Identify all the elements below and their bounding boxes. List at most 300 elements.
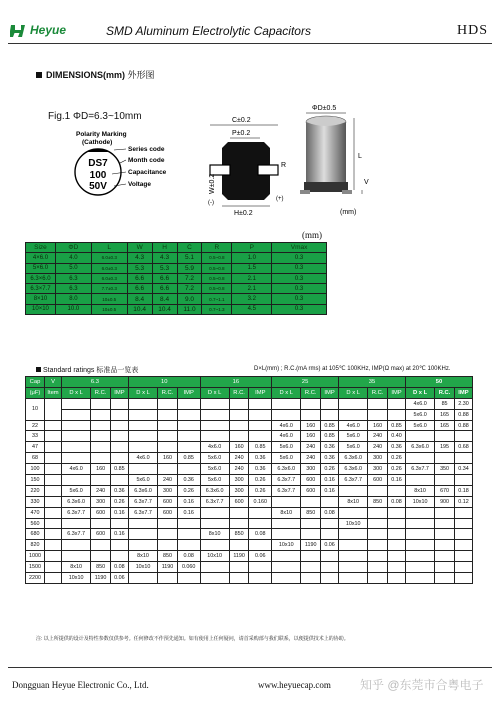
- rating-cell: [249, 562, 272, 573]
- dim-cell: 11.0: [177, 304, 202, 314]
- item-cell: [45, 431, 62, 442]
- ratings-row: [26, 540, 473, 551]
- rating-cell: [177, 529, 200, 540]
- rating-cell: [110, 551, 128, 562]
- rating-cell: 300: [368, 464, 388, 475]
- rating-cell: [272, 398, 301, 409]
- ratings-row: [26, 409, 473, 420]
- rating-cell: [62, 442, 91, 453]
- polarity-subtitle: (Cathode): [82, 139, 113, 146]
- rating-cell: [62, 540, 91, 551]
- rating-cell: [368, 562, 388, 573]
- rating-cell: 0.16: [177, 496, 200, 507]
- rating-cell: [301, 551, 321, 562]
- rating-cell: [62, 453, 91, 464]
- ratings-row: [26, 529, 473, 540]
- rating-cell: 4x6.0: [200, 442, 229, 453]
- rating-cell: 8x10: [405, 485, 434, 496]
- rating-cell: [454, 453, 472, 464]
- rating-cell: [62, 431, 91, 442]
- rating-cell: [62, 518, 91, 529]
- dim-cell: 0.7~1.3: [202, 304, 232, 314]
- rating-cell: [321, 518, 339, 529]
- cap-value: 150: [26, 475, 45, 486]
- sub-header: R.C.: [229, 387, 249, 398]
- dim-cell: 0.5~0.8: [202, 284, 232, 294]
- rating-cell: [435, 518, 455, 529]
- rating-cell: 600: [301, 485, 321, 496]
- rating-cell: [301, 398, 321, 409]
- rating-cell: 165: [435, 409, 455, 420]
- rating-cell: [388, 562, 406, 573]
- rating-cell: [368, 409, 388, 420]
- rating-cell: [91, 409, 111, 420]
- dim-header-cell: P: [232, 243, 272, 253]
- dim-header-cell: R: [202, 243, 232, 253]
- item-cell: [45, 398, 62, 420]
- cap-value: 47: [26, 442, 45, 453]
- rating-cell: 0.08: [110, 562, 128, 573]
- dim-header-row: [26, 243, 327, 253]
- svg-text:L: L: [358, 153, 362, 160]
- rating-cell: [110, 518, 128, 529]
- rating-cell: 6.3x6.0: [339, 453, 368, 464]
- dim-cell: 6.3: [55, 273, 91, 283]
- rating-cell: 0.06: [110, 573, 128, 584]
- rating-cell: 0.36: [177, 475, 200, 486]
- ratings-row: [26, 464, 473, 475]
- rating-cell: [128, 540, 157, 551]
- rating-cell: [321, 562, 339, 573]
- cap-value: 22: [26, 420, 45, 431]
- rating-cell: [62, 420, 91, 431]
- dim-cell: 6.0±0.3: [91, 263, 127, 273]
- polarity-title: Polarity Marking: [76, 131, 127, 138]
- cap-value: 560: [26, 518, 45, 529]
- rating-cell: 5x6.0: [339, 431, 368, 442]
- rating-cell: 5x6.0: [272, 453, 301, 464]
- rating-cell: 5x6.0: [405, 420, 434, 431]
- rating-cell: [368, 507, 388, 518]
- ratings-row: [26, 398, 473, 409]
- rating-cell: 0.36: [388, 442, 406, 453]
- rating-cell: 4x6.0: [272, 420, 301, 431]
- svg-text:V: V: [364, 179, 369, 186]
- v-header: V: [45, 377, 62, 388]
- rating-cell: 0.16: [321, 475, 339, 486]
- rating-cell: 0.26: [249, 475, 272, 486]
- rating-cell: [200, 420, 229, 431]
- rating-cell: [128, 420, 157, 431]
- watermark: 知乎 @东莞市合粤电子: [360, 678, 484, 692]
- dimension-table: [25, 242, 327, 315]
- rating-cell: 0.26: [321, 464, 339, 475]
- rating-cell: 4x6.0: [128, 453, 157, 464]
- rating-cell: [339, 398, 368, 409]
- rating-cell: [454, 431, 472, 442]
- rating-cell: 10x10: [200, 551, 229, 562]
- rating-cell: 350: [435, 464, 455, 475]
- ratings-row: [26, 431, 473, 442]
- dim-cell: 5.9: [177, 263, 202, 273]
- rating-cell: 850: [229, 529, 249, 540]
- rating-cell: 0.88: [454, 420, 472, 431]
- rating-cell: 5x6.0: [200, 464, 229, 475]
- rating-cell: [388, 485, 406, 496]
- svg-text:W±0.2: W±0.2: [209, 173, 216, 194]
- rating-cell: 10x10: [128, 562, 157, 573]
- dim-cell: 8.4: [127, 294, 152, 304]
- rating-cell: [301, 496, 321, 507]
- rating-cell: 0.26: [388, 464, 406, 475]
- rating-cell: 160: [158, 453, 178, 464]
- item-cell: [45, 420, 62, 431]
- rating-cell: [321, 409, 339, 420]
- dim-row: [26, 253, 327, 263]
- rating-cell: 6.3x7.7: [128, 507, 157, 518]
- rating-cell: 0.26: [177, 485, 200, 496]
- rating-cell: 1190: [301, 540, 321, 551]
- rating-cell: 5x6.0: [62, 485, 91, 496]
- rating-cell: [158, 529, 178, 540]
- rating-cell: [91, 420, 111, 431]
- footer-website[interactable]: www.heyuecap.com: [258, 680, 331, 690]
- footer-rule: [8, 667, 492, 668]
- dim-row: [26, 304, 327, 314]
- item-cell: [45, 496, 62, 507]
- dim-cell: 6.6: [152, 273, 177, 283]
- rating-cell: [200, 518, 229, 529]
- sub-header: D x L: [200, 387, 229, 398]
- rating-cell: 6.3x7.7: [62, 507, 91, 518]
- dim-header-cell: Size: [26, 243, 56, 253]
- rating-cell: [229, 409, 249, 420]
- cap-value: 330: [26, 496, 45, 507]
- dim-header-cell: C: [177, 243, 202, 253]
- rating-cell: 850: [158, 551, 178, 562]
- cap-value: 33: [26, 431, 45, 442]
- dim-header-cell: Vmax: [272, 243, 327, 253]
- rating-cell: [301, 518, 321, 529]
- rating-cell: [435, 562, 455, 573]
- rating-cell: [128, 529, 157, 540]
- dim-cell: 0.7~1.1: [202, 294, 232, 304]
- rating-cell: [321, 551, 339, 562]
- dim-cell: 3.2: [232, 294, 272, 304]
- dim-cell: 6.3: [55, 284, 91, 294]
- sub-header: D x L: [62, 387, 91, 398]
- rating-cell: [339, 485, 368, 496]
- rating-cell: 850: [301, 507, 321, 518]
- dim-cell: 7.2: [177, 284, 202, 294]
- cap-value: 470: [26, 507, 45, 518]
- rating-cell: 195: [435, 442, 455, 453]
- rating-cell: [128, 398, 157, 409]
- ratings-row: [26, 496, 473, 507]
- rating-cell: [339, 573, 368, 584]
- dim-cell: 10±0.5: [91, 294, 127, 304]
- rating-cell: [158, 409, 178, 420]
- rating-cell: [454, 529, 472, 540]
- rating-cell: 8x10: [62, 562, 91, 573]
- rating-cell: [435, 551, 455, 562]
- rating-cell: [158, 540, 178, 551]
- dim-cell: 6.3×7.7: [26, 284, 56, 294]
- rating-cell: 850: [368, 496, 388, 507]
- ratings-row: [26, 518, 473, 529]
- ratings-row: [26, 551, 473, 562]
- rating-cell: [249, 409, 272, 420]
- ratings-voltage-row: [26, 377, 473, 388]
- sub-header: IMP: [454, 387, 472, 398]
- svg-text:(-): (-): [208, 200, 214, 206]
- rating-cell: [200, 409, 229, 420]
- uf-header: (μF): [26, 387, 45, 398]
- rating-cell: [158, 464, 178, 475]
- callout-voltage: Voltage: [128, 181, 151, 188]
- rating-cell: 300: [368, 453, 388, 464]
- rating-cell: [454, 573, 472, 584]
- dim-header-cell: W: [127, 243, 152, 253]
- rating-cell: 5x6.0: [200, 453, 229, 464]
- rating-cell: [110, 420, 128, 431]
- rating-cell: [339, 507, 368, 518]
- rating-cell: [272, 551, 301, 562]
- sub-header: D x L: [272, 387, 301, 398]
- rating-cell: 10x10: [339, 518, 368, 529]
- rating-cell: 0.16: [321, 485, 339, 496]
- rating-cell: 850: [91, 562, 111, 573]
- dim-header-cell: H: [152, 243, 177, 253]
- rating-cell: [405, 431, 434, 442]
- dim-cell: 4.3: [152, 253, 177, 263]
- heyue-logo-icon: [10, 22, 28, 40]
- bullet-square-icon: [36, 367, 41, 372]
- rating-cell: [435, 431, 455, 442]
- ratings-row: [26, 420, 473, 431]
- rating-cell: 4x6.0: [62, 464, 91, 475]
- dim-cell: 10.4: [152, 304, 177, 314]
- rating-cell: [272, 409, 301, 420]
- dim-cell: 5.3: [152, 263, 177, 273]
- rating-cell: 0.06: [249, 551, 272, 562]
- sub-header: D x L: [128, 387, 157, 398]
- rating-cell: 1190: [229, 551, 249, 562]
- rating-cell: 600: [91, 507, 111, 518]
- rating-cell: 10x10: [62, 573, 91, 584]
- rating-cell: [301, 409, 321, 420]
- rating-cell: [339, 540, 368, 551]
- rating-cell: 300: [158, 485, 178, 496]
- dim-header-cell: L: [91, 243, 127, 253]
- rating-cell: 240: [368, 442, 388, 453]
- rating-cell: 6.3x6.0: [405, 442, 434, 453]
- ratings-title: Standard ratings 标准品一览表: [36, 365, 138, 375]
- item-cell: [45, 464, 62, 475]
- svg-text:ΦD±0.5: ΦD±0.5: [312, 105, 337, 112]
- callout-month: Month code: [128, 157, 165, 164]
- rating-cell: [110, 442, 128, 453]
- rating-cell: 240: [301, 453, 321, 464]
- rating-cell: [249, 431, 272, 442]
- rating-cell: [229, 573, 249, 584]
- voltage-header: 35: [339, 377, 406, 388]
- rating-cell: [405, 562, 434, 573]
- rating-cell: [435, 475, 455, 486]
- rating-cell: 6.3x6.0: [200, 485, 229, 496]
- dim-cell: 2.1: [232, 284, 272, 294]
- top-view-diagram: [208, 112, 288, 222]
- dim-cell: 10.0: [55, 304, 91, 314]
- rating-cell: [177, 420, 200, 431]
- rating-cell: [128, 431, 157, 442]
- rating-cell: [388, 409, 406, 420]
- cap-header: Cap: [26, 377, 45, 388]
- rating-cell: 300: [229, 475, 249, 486]
- rating-cell: [200, 507, 229, 518]
- dim-cell: 6.6: [127, 284, 152, 294]
- rating-cell: [177, 442, 200, 453]
- rating-cell: 670: [435, 485, 455, 496]
- rating-cell: 600: [158, 496, 178, 507]
- sub-header: IMP: [249, 387, 272, 398]
- rating-cell: 0.08: [249, 529, 272, 540]
- header-rule: [8, 43, 492, 44]
- rating-cell: [454, 475, 472, 486]
- rating-cell: [200, 398, 229, 409]
- rating-cell: [435, 540, 455, 551]
- item-cell: [45, 507, 62, 518]
- item-cell: [45, 551, 62, 562]
- rating-cell: 0.16: [177, 507, 200, 518]
- rating-cell: [128, 409, 157, 420]
- rating-cell: 240: [158, 475, 178, 486]
- rating-cell: [177, 431, 200, 442]
- rating-cell: [62, 551, 91, 562]
- rating-cell: [272, 573, 301, 584]
- cap-value: 1000: [26, 551, 45, 562]
- section-title: DIMENSIONS(mm) 外形图: [36, 68, 155, 81]
- rating-cell: 5x6.0: [200, 475, 229, 486]
- rating-cell: [110, 540, 128, 551]
- rating-cell: [272, 496, 301, 507]
- rating-cell: [272, 518, 301, 529]
- dim-cell: 10±0.5: [91, 304, 127, 314]
- sub-header: R.C.: [91, 387, 111, 398]
- rating-cell: [249, 573, 272, 584]
- rating-cell: [62, 475, 91, 486]
- dim-row: [26, 294, 327, 304]
- rating-cell: 6.3x7.7: [128, 496, 157, 507]
- rating-cell: 6.3x7.7: [272, 475, 301, 486]
- rating-cell: 0.34: [454, 464, 472, 475]
- rating-cell: [110, 431, 128, 442]
- rating-cell: 165: [435, 420, 455, 431]
- rating-cell: 600: [91, 529, 111, 540]
- sub-header: R.C.: [301, 387, 321, 398]
- rating-cell: [158, 398, 178, 409]
- rating-cell: [405, 529, 434, 540]
- rating-cell: 85: [435, 398, 455, 409]
- rating-cell: 4x6.0: [405, 398, 434, 409]
- rating-cell: 0.36: [321, 442, 339, 453]
- cap-value: 10: [26, 398, 45, 420]
- dim-cell: 0.5~0.8: [202, 253, 232, 263]
- rating-cell: [388, 518, 406, 529]
- cap-value: 1500: [26, 562, 45, 573]
- rating-cell: [249, 420, 272, 431]
- rating-cell: [62, 409, 91, 420]
- rating-cell: [177, 573, 200, 584]
- dim-cell: 0.3: [272, 263, 327, 273]
- rating-cell: [229, 540, 249, 551]
- rating-cell: [321, 496, 339, 507]
- rating-cell: 1190: [91, 573, 111, 584]
- rating-cell: [110, 409, 128, 420]
- rating-cell: 0.08: [388, 496, 406, 507]
- dim-cell: 0.3: [272, 253, 327, 263]
- rating-cell: [229, 398, 249, 409]
- rating-cell: [405, 540, 434, 551]
- dim-cell: 4×6.0: [26, 253, 56, 263]
- voltage-header: 16: [200, 377, 272, 388]
- sub-header: R.C.: [368, 387, 388, 398]
- dim-cell: 5.1: [177, 253, 202, 263]
- voltage-header: 6.3: [62, 377, 129, 388]
- rating-cell: [368, 485, 388, 496]
- cap-value: 100: [26, 464, 45, 475]
- item-cell: [45, 453, 62, 464]
- rating-cell: 240: [229, 464, 249, 475]
- rating-cell: [321, 529, 339, 540]
- dim-cell: 4.5: [232, 304, 272, 314]
- rating-cell: [301, 529, 321, 540]
- rating-cell: [321, 398, 339, 409]
- ratings-subheader-row: [26, 387, 473, 398]
- item-cell: [45, 475, 62, 486]
- rating-cell: [91, 431, 111, 442]
- svg-text:P±0.2: P±0.2: [232, 130, 251, 137]
- rating-cell: [177, 398, 200, 409]
- rating-cell: 600: [158, 507, 178, 518]
- dim-row: [26, 263, 327, 273]
- rating-cell: 0.85: [110, 464, 128, 475]
- rating-cell: [158, 442, 178, 453]
- voltage-header: 50: [405, 377, 472, 388]
- ratings-row: [26, 573, 473, 584]
- dim-cell: 10×10: [26, 304, 56, 314]
- rating-cell: 6.3x7.7: [339, 475, 368, 486]
- rating-cell: 6.3x7.7: [272, 485, 301, 496]
- rating-cell: [158, 420, 178, 431]
- rating-cell: [388, 507, 406, 518]
- mark-series: DS7: [88, 158, 108, 169]
- rating-cell: 5x6.0: [128, 475, 157, 486]
- rating-cell: [321, 573, 339, 584]
- rating-cell: [435, 573, 455, 584]
- rating-cell: [229, 518, 249, 529]
- rating-cell: 300: [229, 485, 249, 496]
- rating-cell: 0.36: [249, 464, 272, 475]
- dim-cell: 6.0±0.3: [91, 253, 127, 263]
- sub-header: R.C.: [158, 387, 178, 398]
- rating-cell: [388, 551, 406, 562]
- rating-cell: 0.36: [321, 453, 339, 464]
- cap-value: 68: [26, 453, 45, 464]
- rating-cell: [128, 464, 157, 475]
- rating-cell: 5x6.0: [272, 442, 301, 453]
- item-cell: [45, 562, 62, 573]
